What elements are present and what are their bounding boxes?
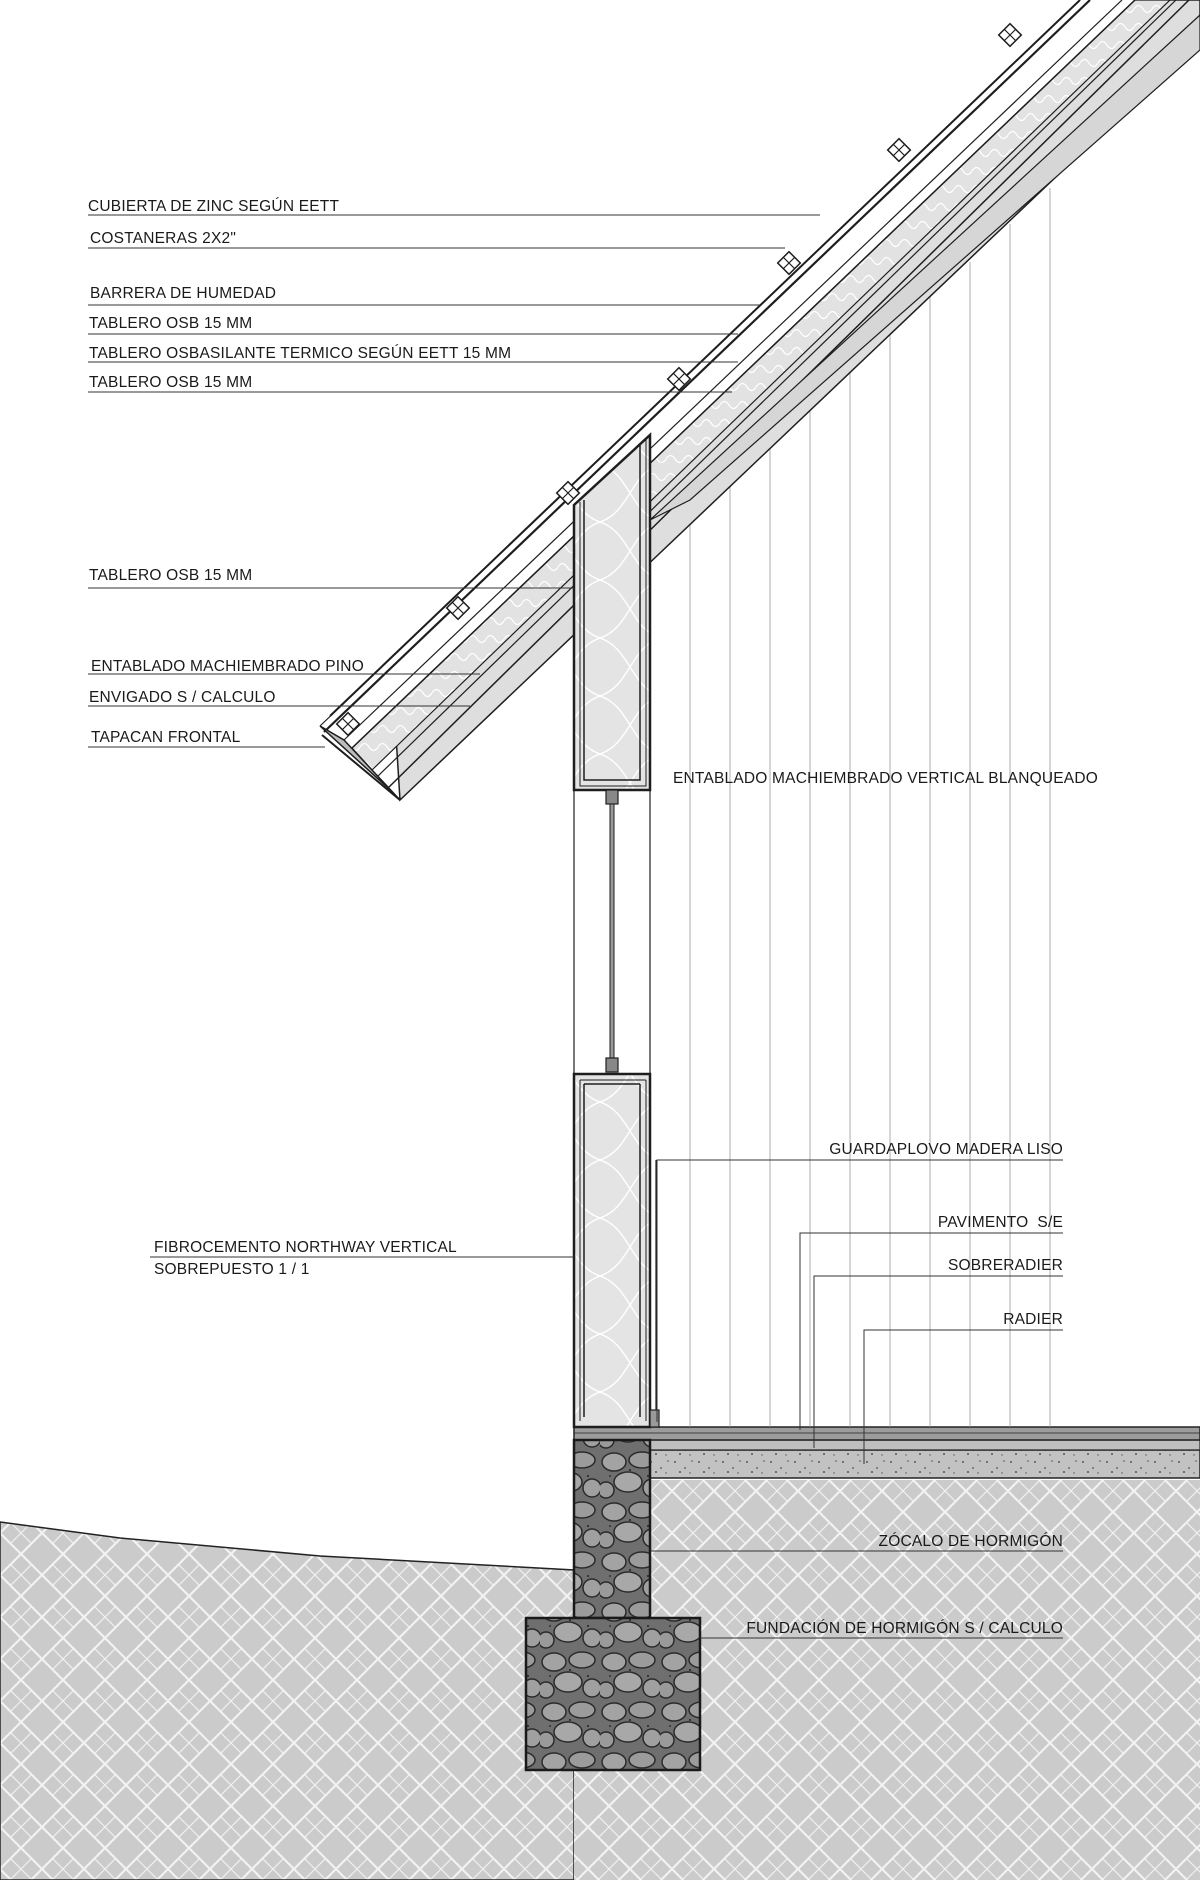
label-osb-2: TABLERO OSB 15 MM (89, 374, 253, 391)
label-costaneras: COSTANERAS 2X2" (90, 230, 237, 247)
wall-assembly (574, 435, 659, 1427)
label-fibrocemento-2: SOBREPUESTO 1 / 1 (154, 1261, 310, 1278)
floor-slab (574, 1427, 1200, 1478)
label-entablado-pino: ENTABLADO MACHIEMBRADO PINO (91, 658, 364, 675)
label-fibrocemento-1: FIBROCEMENTO NORTHWAY VERTICAL (154, 1239, 457, 1256)
label-cubierta: CUBIERTA DE ZINC SEGÚN EETT (88, 198, 340, 215)
label-osb-1: TABLERO OSB 15 MM (89, 315, 253, 332)
label-osb-3: TABLERO OSB 15 MM (89, 567, 253, 584)
label-zocalo: ZÓCALO DE HORMIGÓN (878, 1533, 1063, 1550)
label-osbasilante: TABLERO OSBASILANTE TERMICO SEGÚN EETT 15 MM (89, 345, 512, 362)
label-sobreradier: SOBRERADIER (947, 1257, 1063, 1274)
label-radier: RADIER (1003, 1311, 1063, 1328)
label-entablado-vertical: ENTABLADO MACHIEMBRADO VERTICAL BLANQUEADO (673, 770, 1098, 787)
roof-assembly (320, 0, 1200, 800)
label-envigado: ENVIGADO S / CALCULO (89, 689, 276, 706)
concrete-foundation (526, 1618, 700, 1770)
label-guardapolvo: GUARDAPLOVO MADERA LISO (829, 1141, 1063, 1158)
label-barrera: BARRERA DE HUMEDAD (90, 285, 277, 302)
purlin-markers (337, 24, 1022, 736)
label-tapacan: TAPACAN FRONTAL (91, 729, 241, 746)
concrete-plinth (574, 1440, 650, 1618)
label-pavimento: PAVIMENTO S/E (937, 1214, 1063, 1231)
label-fundacion: FUNDACIÓN DE HORMIGÓN S / CALCULO (746, 1620, 1063, 1637)
